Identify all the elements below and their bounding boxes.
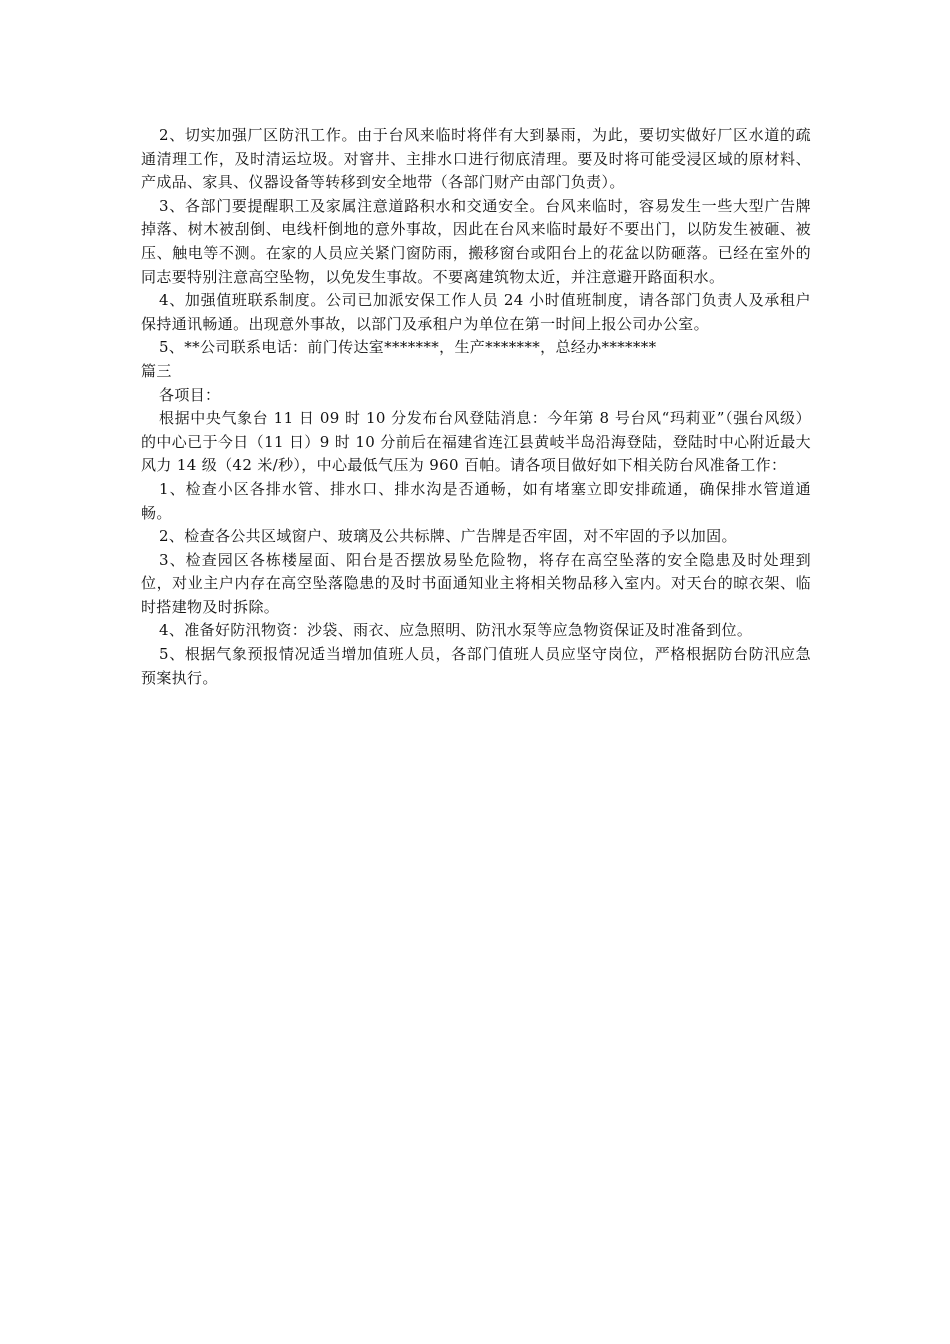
paragraph-supplies: 4、准备好防汛物资：沙袋、雨衣、应急照明、防汛水泵等应急物资保证及时准备到位。 — [159, 621, 753, 640]
document-body — [141, 124, 811, 690]
paragraph-flood-control: 2、切实加强厂区防汛工作。由于台风来临时将伴有大到暴雨，为此，要切实做好厂区水道的疏通清理工作，及时清运垃圾。对窨井、主排水口进行彻底清理。要及时将可能受浸区域的原材料、产成品、家具、仪器设备等转移到安全地带（各部门财产由部门负责）。 — [141, 126, 811, 192]
paragraph-typhoon-notice: 根据中央气象台 11 日 09 时 10 分发布台风登陆消息：今年第 8 号台风“玛莉亚”（强台风级）的中心已于今日（11 日）9 时 10 分前后在福建省连江县黄岐半岛沿海登陆，登陆时中心附近最大风力 14 级（42 米/秒），中心最低气压为 960 百帕。请各项目做好如下相关防台风准备工作： — [141, 409, 811, 475]
paragraph-falling-objects: 3、检查园区各栋楼屋面、阳台是否摆放易坠危险物，将存在高空坠落的安全隐患及时处理到位，对业主户内存在高空坠落隐患的及时书面通知业主将相关物品移入室内。对天台的晾衣架、临时搭建物及时拆除。 — [141, 550, 811, 616]
paragraph-duty-system: 4、加强值班联系制度。公司已加派安保工作人员 24 小时值班制度，请各部门负责人及承租户保持通讯畅通。出现意外事故，以部门及承租户为单位在第一时间上报公司办公室。 — [141, 291, 811, 333]
section-heading: 篇三 — [141, 361, 172, 380]
paragraph-salutation: 各项目： — [159, 385, 221, 404]
paragraph-drainage-check: 1、检查小区各排水管、排水口、排水沟是否通畅，如有堵塞立即安排疏通，确保排水管道通畅。 — [141, 479, 811, 522]
paragraph-signage-check: 2、检查各公共区域窗户、玻璃及公共标牌、广告牌是否牢固，对不牢固的予以加固。 — [159, 527, 737, 546]
paragraph-traffic-safety: 3、各部门要提醒职工及家属注意道路积水和交通安全。台风来临时，容易发生一些大型广告牌掉落、树木被刮倒、电线杆倒地的意外事故，因此在台风来临时最好不要出门，以防发生被砸、被压、触电等不测。在家的人员应关紧门窗防雨，搬移窗台或阳台上的花盆以防砸落。已经在室外的同志要特别注意高空坠物，以免发生事故。不要离建筑物太近，并注意避开路面积水。 — [141, 196, 811, 286]
paragraph-contact-phone: 5、**公司联系电话：前门传达室*******，生产*******，总经办******* — [159, 338, 657, 357]
paragraph-duty-staff: 5、根据气象预报情况适当增加值班人员，各部门值班人员应坚守岗位，严格根据防台防汛应急预案执行。 — [141, 645, 811, 687]
